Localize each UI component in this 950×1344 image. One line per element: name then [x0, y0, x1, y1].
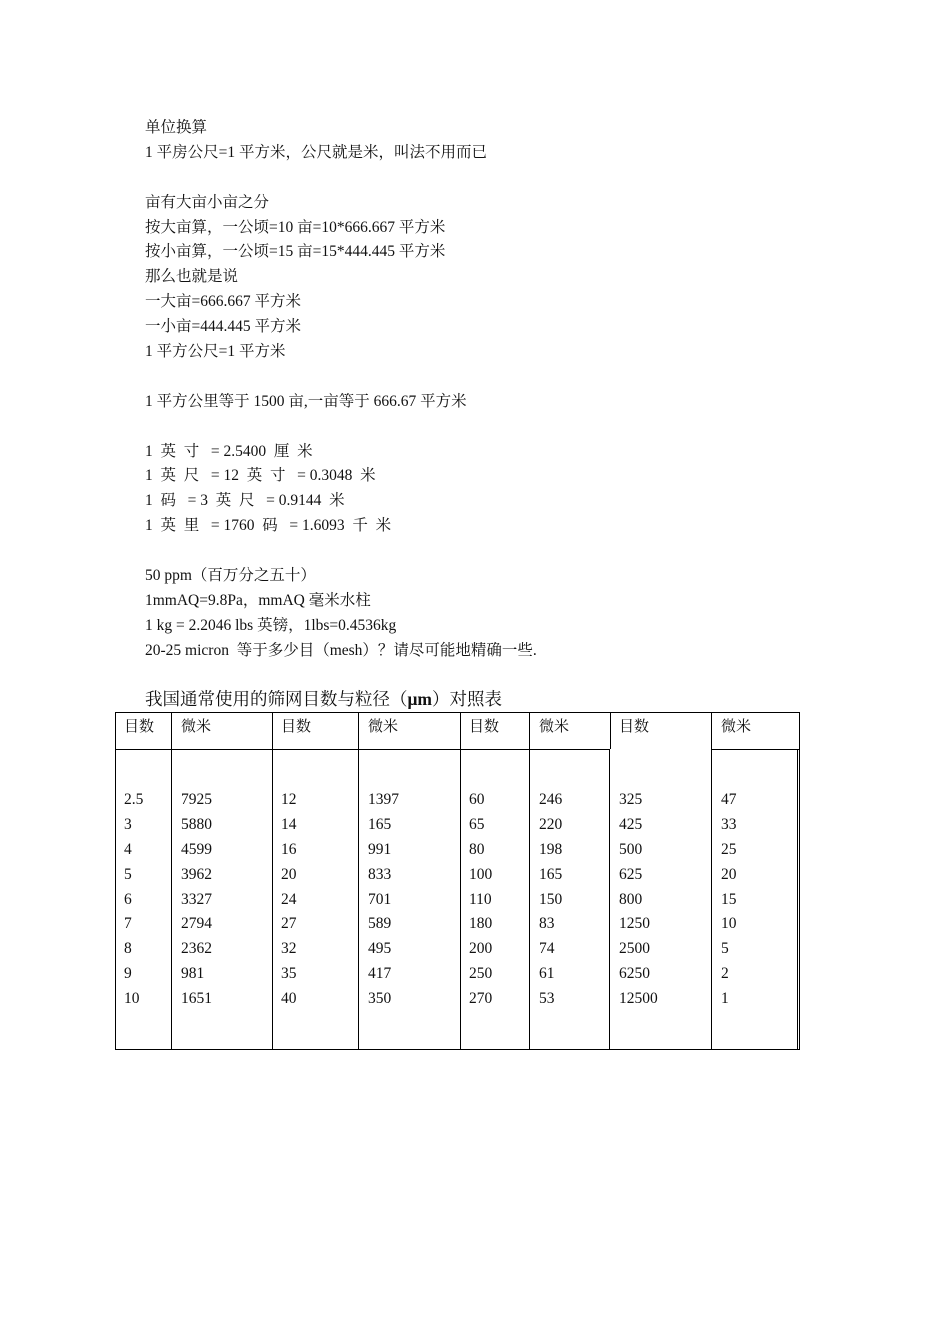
text-line: 1 英 寸 = 2.5400 厘 米 [145, 442, 313, 460]
table-cell: 25 [721, 840, 737, 858]
table-cell: 198 [539, 840, 563, 858]
table-cell: 220 [539, 815, 563, 833]
header-cell-micron: 微米 [181, 719, 212, 735]
table-cell: 270 [469, 990, 493, 1008]
header-cell-mesh: 目数 [281, 719, 312, 735]
table-cell: 80 [469, 840, 485, 858]
table-cell: 4599 [181, 840, 212, 858]
header-rule [115, 749, 610, 750]
table-cell: 1 [721, 990, 729, 1008]
table-cell: 2 [721, 965, 729, 983]
table-cell: 40 [281, 990, 297, 1008]
text-line: 1 码 = 3 英 尺 = 0.9144 米 [145, 492, 345, 510]
table-cell: 180 [469, 915, 493, 933]
table-cell: 2500 [619, 940, 650, 958]
table-cell: 495 [368, 940, 392, 958]
table-cell: 589 [368, 915, 392, 933]
table-title-unit: μm [407, 689, 432, 709]
header-cell-micron: 微米 [539, 719, 570, 735]
table-title [145, 686, 502, 712]
table-cell: 60 [469, 791, 485, 808]
table-column-micron [181, 788, 212, 1012]
text-line: 1 平房公尺=1 平方米，公尺就是米，叫法不用而已 [145, 143, 487, 161]
table-cell: 165 [539, 865, 563, 883]
table-cell: 2362 [181, 940, 212, 958]
table-cell: 7 [124, 915, 132, 933]
mesh-table-border [115, 712, 800, 1050]
text-line: 1 英 尺 = 12 英 寸 = 0.3048 米 [145, 467, 376, 485]
table-cell: 10 [721, 915, 737, 933]
column-divider [272, 712, 273, 1050]
table-cell: 350 [368, 990, 392, 1008]
table-column-mesh [469, 788, 492, 1012]
table-cell: 65 [469, 815, 485, 833]
table-cell: 246 [539, 791, 563, 808]
text-line: 那么也就是说 [145, 268, 239, 286]
table-cell: 33 [721, 815, 737, 833]
table-cell: 981 [181, 965, 205, 983]
table-cell: 150 [539, 890, 563, 908]
table-cell: 1397 [368, 791, 399, 808]
table-cell: 8 [124, 940, 132, 958]
table-cell: 20 [281, 865, 297, 883]
table-cell: 2.5 [124, 791, 144, 808]
header-cell-micron: 微米 [721, 719, 752, 735]
table-cell: 12 [281, 791, 297, 808]
table-cell: 53 [539, 990, 555, 1008]
table-cell: 110 [469, 890, 492, 908]
text-line: 单位换算 [145, 119, 208, 136]
text-line: 1mmAQ=9.8Pa，mmAQ 毫米水柱 [145, 591, 371, 609]
text-line [145, 539, 845, 564]
text-line: 1 kg = 2.2046 lbs 英镑，1lbs=0.4536kg [145, 616, 397, 634]
table-cell: 6 [124, 890, 132, 908]
table-cell: 3 [124, 815, 132, 833]
table-cell: 16 [281, 840, 297, 858]
column-divider [609, 749, 610, 1050]
table-cell: 24 [281, 890, 297, 908]
text-line [145, 415, 845, 440]
text-line: 1 英 里 = 1760 码 = 1.6093 千 米 [145, 517, 392, 535]
table-cell: 20 [721, 865, 737, 883]
column-divider [610, 712, 611, 749]
table-cell: 7925 [181, 791, 212, 808]
table-cell: 701 [368, 890, 392, 908]
table-column-mesh [281, 788, 297, 1012]
column-divider [358, 712, 359, 1050]
table-cell: 35 [281, 965, 297, 983]
text-line: 一小亩=444.445 平方米 [145, 318, 301, 336]
table-cell: 12500 [619, 990, 658, 1008]
table-cell: 417 [368, 965, 392, 983]
text-line: 按大亩算，一公顷=10 亩=10*666.667 平方米 [145, 218, 446, 236]
column-divider [171, 712, 172, 1050]
table-column-mesh [619, 788, 658, 1012]
table-cell: 833 [368, 865, 392, 883]
text-line: 按小亩算，一公顷=15 亩=15*444.445 平方米 [145, 243, 446, 261]
table-cell: 27 [281, 915, 297, 933]
text-line: 一大亩=666.667 平方米 [145, 293, 301, 311]
header-rule [711, 749, 800, 750]
table-cell: 15 [721, 890, 737, 908]
header-cell-mesh: 目数 [124, 719, 155, 735]
table-cell: 250 [469, 965, 493, 983]
column-divider [797, 749, 798, 1050]
table-column-micron [539, 788, 562, 1012]
table-cell: 165 [368, 815, 392, 833]
table-cell: 5 [124, 865, 132, 883]
column-divider [711, 712, 712, 1050]
text-line: 1 平方公里等于 1500 亩,一亩等于 666.67 平方米 [145, 392, 467, 410]
table-column-micron [368, 788, 399, 1012]
table-cell: 3327 [181, 890, 212, 908]
table-cell: 2794 [181, 915, 212, 933]
table-cell: 61 [539, 965, 555, 983]
text-line: 1 平方公尺=1 平方米 [145, 343, 286, 361]
table-cell: 83 [539, 915, 555, 933]
table-cell: 10 [124, 990, 140, 1008]
table-cell: 625 [619, 865, 643, 883]
text-line [145, 365, 845, 390]
table-column-mesh [124, 788, 143, 1012]
table-cell: 1651 [181, 990, 212, 1008]
table-cell: 74 [539, 940, 555, 958]
table-column-micron [721, 788, 737, 1012]
table-cell: 6250 [619, 965, 650, 983]
table-cell: 3962 [181, 865, 212, 883]
unit-conversion-text [145, 116, 845, 664]
table-cell: 991 [368, 840, 392, 858]
table-cell: 5 [721, 940, 729, 958]
table-title-prefix: 我国通常使用的筛网目数与粒径（ [145, 689, 408, 709]
table-cell: 800 [619, 890, 643, 908]
table-cell: 14 [281, 815, 297, 833]
text-line: 50 ppm（百万分之五十） [145, 567, 316, 585]
column-divider [460, 712, 461, 1050]
table-cell: 5880 [181, 815, 212, 833]
text-line [145, 166, 845, 191]
header-cell-mesh: 目数 [619, 719, 650, 735]
table-cell: 47 [721, 791, 737, 808]
table-cell: 9 [124, 965, 132, 983]
table-cell: 325 [619, 791, 643, 808]
table-cell: 32 [281, 940, 297, 958]
table-cell: 425 [619, 815, 643, 833]
column-divider [529, 712, 530, 1050]
table-cell: 4 [124, 840, 132, 858]
table-cell: 100 [469, 865, 493, 883]
header-cell-micron: 微米 [368, 719, 399, 735]
table-title-suffix: ）对照表 [432, 689, 502, 709]
table-cell: 200 [469, 940, 493, 958]
table-cell: 1250 [619, 915, 650, 933]
text-line: 20-25 micron 等于多少目（mesh）？请尽可能地精确一些. [145, 641, 537, 659]
header-cell-mesh: 目数 [469, 719, 500, 735]
table-cell: 500 [619, 840, 643, 858]
text-line: 亩有大亩小亩之分 [145, 193, 270, 211]
